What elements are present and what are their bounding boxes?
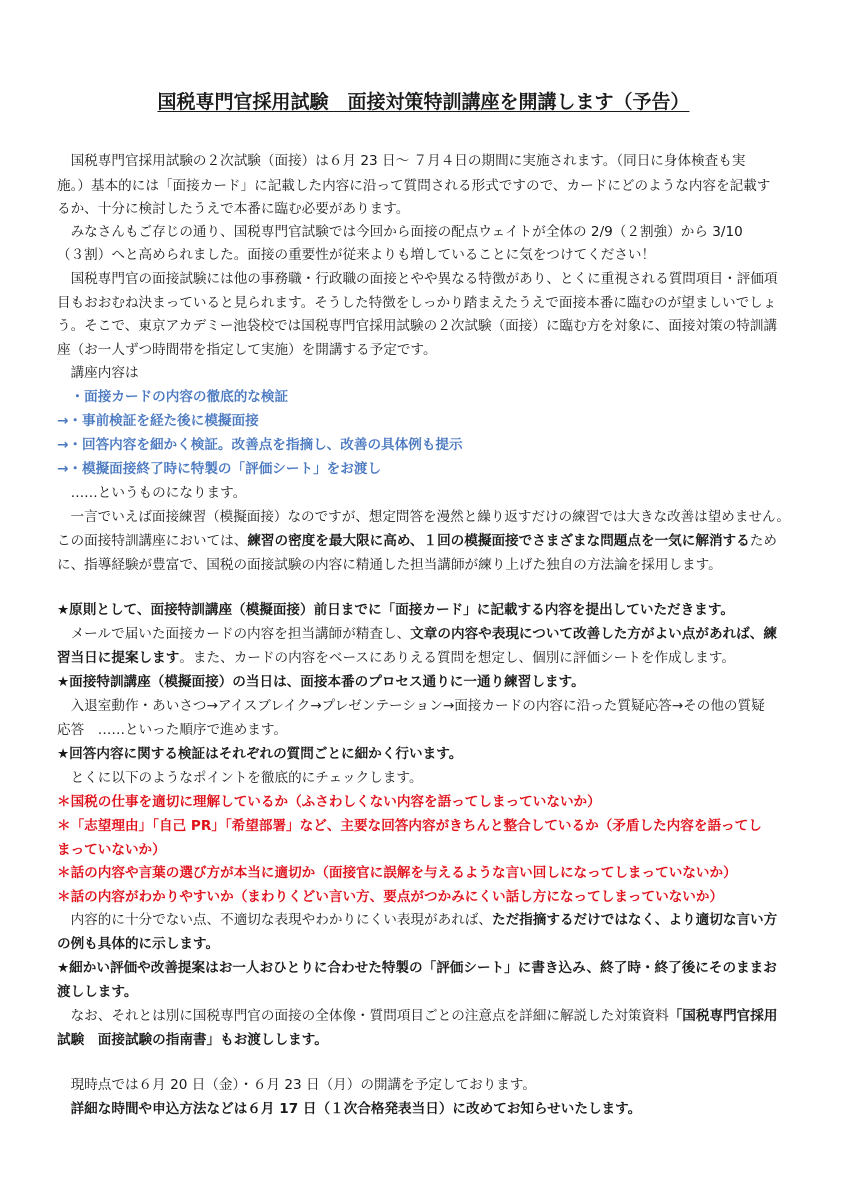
emphasis-text: ただ指摘するだけではなく、より適切な言い方	[492, 912, 778, 928]
intro-line: みなさんもご存じの通り、国税専門官試験では今回から面接の配点ウェイトが全体の 2/9（２割強）から 3/10	[57, 224, 743, 240]
course-item: ・面接カードの内容の徹底的な検証	[57, 389, 289, 405]
section-heading: ★原則として、面接特訓講座（模擬面接）前日までに「面接カード」に記載する内容を提出していただきます。	[57, 602, 734, 618]
emphasis-text: 習当日に提案します	[57, 650, 180, 666]
page-title: 国税専門官採用試験 面接対策特訓講座を開講します（予告）	[157, 91, 690, 113]
course-item: →・回答内容を細かく検証。改善点を指摘し、改善の具体例も提示	[57, 437, 463, 453]
intro-line: 施。）基本的には「面接カード」に記載した内容に沿って質問される形式ですので、カードにどのような内容を記載す	[57, 178, 771, 194]
check-point: まっていないか）	[57, 842, 166, 858]
paragraph-line: 一言でいえば面接練習（模擬面接）なのですが、想定問答を漫然と繰り返すだけの練習では大きな改善は望めません。	[57, 509, 790, 525]
intro-line: う。そこで、東京アカデミー池袋校では国税専門官採用試験の２次試験（面接）に臨む方を対象に、面接対策の特訓講	[57, 318, 778, 334]
course-summary: ……というものになります。	[57, 485, 247, 501]
check-point: ＊話の内容や言葉の選び方が本当に適切か（面接官に誤解を与えるような言い回しになってしまっていないか）	[57, 865, 737, 881]
check-point: ＊「志望理由」「自己 PR」「希望部署」など、主要な回答内容がきちんと整合しているか（矛盾した内容を語ってし	[57, 818, 762, 834]
paragraph-line: 内容的に十分でない点、不適切な表現やわかりにくい表現があれば、ただ指摘するだけではなく、より適切な言い方	[57, 912, 778, 928]
intro-line: （３割）へと高められました。面接の重要性が従来よりも増していることに気をつけてください！	[57, 247, 656, 263]
check-point: ＊国税の仕事を適切に理解しているか（ふさわしくない内容を語ってしまっていないか）	[57, 794, 601, 810]
paragraph-line: この面接特訓講座においては、練習の密度を最大限に高め、１回の模擬面接でさまざまな問題点を一気に解消するため	[57, 533, 777, 549]
paragraph-line: 応答 ……といった順序で進めます。	[57, 722, 288, 738]
course-item: →・事前検証を経た後に模擬面接	[57, 413, 259, 429]
emphasis-text: 「国税専門官採用	[668, 1008, 778, 1024]
paragraph-line: の例も具体的に示します。	[57, 936, 220, 952]
section-heading: 渡しします。	[57, 984, 138, 1000]
emphasis-text: 練習の密度を最大限に高め、１回の模擬面接でさまざまな問題点を一気に解消する	[247, 533, 750, 549]
paragraph-line: 入退室動作・あいさつ→アイスブレイク→プレゼンテーション→面接カードの内容に沿った質疑応答→その他の質疑	[57, 698, 765, 714]
section-heading: ★細かい評価や改善提案はお一人おひとりに合わせた特製の「評価シート」に書き込み、終了時・終了後にそのままお	[57, 960, 777, 976]
intro-line: 座（お一人ずつ時間帯を指定して実施）を開講する予定です。	[57, 342, 437, 358]
intro-line: 国税専門官採用試験の２次試験（面接）は６月 23 日～ ７月４日の期間に実施されます。（同日に身体検査も実	[57, 153, 746, 169]
course-item: →・模擬面接終了時に特製の「評価シート」をお渡し	[57, 461, 382, 477]
paragraph-line: 試験 面接試験の指南書」もお渡しします。	[57, 1032, 328, 1048]
intro-line: 講座内容は	[57, 365, 139, 381]
paragraph-line: とくに以下のようなポイントを徹底的にチェックします。	[57, 770, 423, 786]
emphasis-text: 文章の内容や表現について改善した方がよい点があれば、練	[410, 626, 777, 642]
paragraph-line: メールで届いた面接カードの内容を担当講師が精査し、文章の内容や表現について改善した方がよい点があれば、練	[57, 626, 777, 642]
paragraph-line: に、指導経験が豊富で、国税の面接試験の内容に精通した担当講師が練り上げた独自の方法論を採用します。	[57, 557, 722, 573]
section-heading: ★面接特訓講座（模擬面接）の当日は、面接本番のプロセス通りに一通り練習します。	[57, 674, 585, 690]
intro-line: 目もおおむね決まっていると見られます。そうした特徴をしっかり踏まえたうえで面接本番に臨むのが望ましいでしょ	[57, 295, 777, 311]
schedule-note: 詳細な時間や申込方法などは６月 17 日（１次合格発表当日）に改めてお知らせいたします。	[57, 1101, 642, 1117]
intro-line: るか、十分に検討したうえで本番に臨む必要があります。	[57, 201, 410, 217]
paragraph-line: 習当日に提案します。また、カードの内容をベースにありえる質問を想定し、個別に評価シートを作成します。	[57, 650, 735, 666]
paragraph-line: なお、それとは別に国税専門官の面接の全体像・質問項目ごとの注意点を詳細に解説した対策資料「国税専門官採用	[57, 1008, 778, 1024]
section-heading: ★回答内容に関する検証はそれぞれの質問ごとに細かく行います。	[57, 746, 463, 762]
check-point: ＊話の内容がわかりやすいか（まわりくどい言い方、要点がつかみにくい話し方になってしまっていないか）	[57, 889, 724, 905]
intro-line: 国税専門官の面接試験には他の事務職・行政職の面接とやや異なる特徴があり、とくに重視される質問項目・評価項	[57, 271, 778, 287]
schedule-note: 現時点では６月 20 日（金）・６月 23 日（月）の開講を予定しております。	[57, 1077, 536, 1093]
